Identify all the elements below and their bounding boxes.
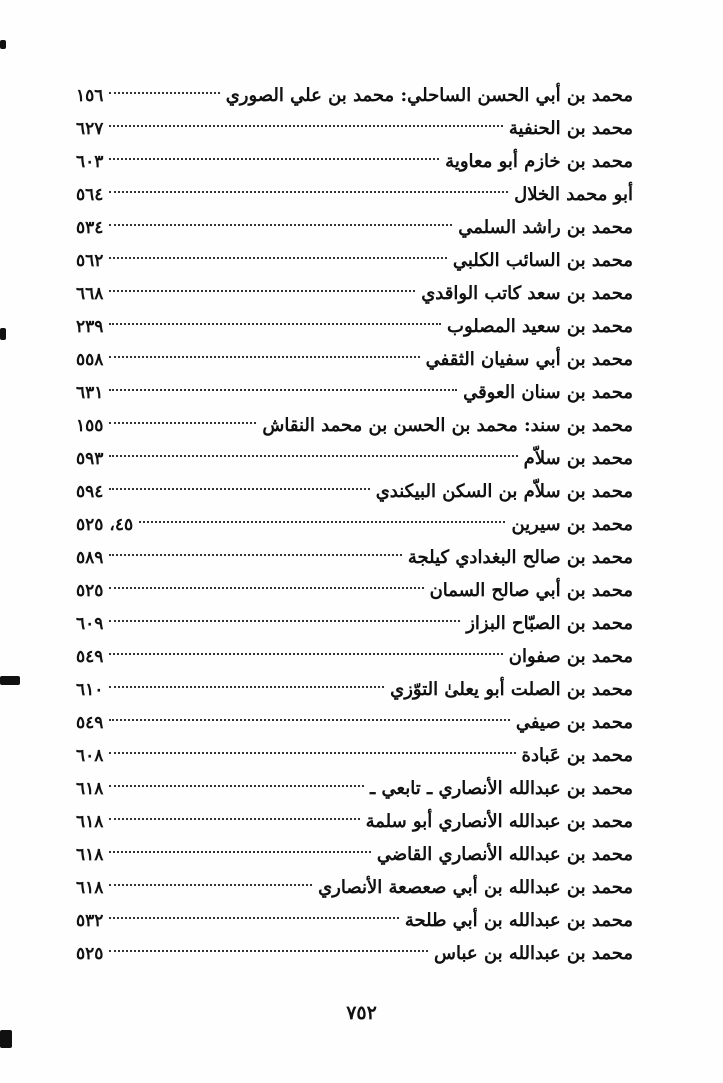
index-entry [76,937,633,970]
entry-name: محمد بن عبدالله بن عباس [434,943,633,964]
dot-leader [109,851,370,853]
index-entry [76,805,633,838]
dot-leader [109,554,401,556]
index-entry [76,508,633,541]
entry-name: محمد بن صفوان [508,646,633,667]
index-entry [76,772,633,805]
index-entry [76,277,633,310]
dot-leader [139,521,505,523]
entry-name: محمد بن أبي سفيان الثقفي [425,349,633,370]
dot-leader [109,653,502,655]
dot-leader [109,125,503,127]
index-entry [76,541,633,574]
dot-leader [109,950,428,952]
index-entry [76,409,633,442]
entry-pages: ٦٣١ [76,383,104,403]
dot-leader [109,785,364,787]
entry-name: محمد بن سند: محمد بن الحسن بن محمد النقاش [262,415,633,436]
entry-pages: ١٥٦ [76,86,104,106]
entry-pages: ٦٢٧ [76,119,104,139]
index-entry [76,607,633,640]
entry-name: محمد بن أبي الحسن الساحلي: محمد بن علي الصوري [225,85,633,106]
entry-name: أبو محمد الخلال [514,184,633,205]
entry-name: محمد بن عبدالله الأنصاري القاضي [376,844,633,865]
dot-leader [109,92,219,94]
entry-pages: ٤٥، ٥٢٥ [76,515,134,535]
dot-leader [109,917,398,919]
index-entry [76,178,633,211]
entry-pages: ٥٢٥ [76,581,104,601]
dot-leader [109,422,256,424]
index-entry [76,706,633,739]
dot-leader [109,884,312,886]
entry-name: محمد بن عبدالله الأنصاري أبو سلمة [365,811,633,832]
dot-leader [109,191,508,193]
entry-name: محمد بن سيرين [511,514,633,535]
dot-leader [109,224,452,226]
entry-pages: ٦٦٨ [76,284,104,304]
entry-pages: ١٥٥ [76,416,104,436]
entry-name: محمد بن الصلت أبو يعلىٰ التوّزي [390,679,633,700]
dot-leader [109,323,441,325]
index-entry [76,211,633,244]
entry-name: محمد بن السائب الكلبي [452,250,633,271]
entry-name: محمد بن سعد كاتب الواقدي [421,283,633,304]
dot-leader [109,158,439,160]
entry-name: محمد بن سنان العوقي [463,382,633,403]
dot-leader [109,752,515,754]
entry-pages: ٦٠٩ [76,614,104,634]
dot-leader [109,290,415,292]
index-entry [76,640,633,673]
index-entry [76,145,633,178]
entry-pages: ٥٨٩ [76,548,104,568]
entry-pages: ٥٢٥ [76,944,104,964]
index-entry [76,838,633,871]
entry-pages: ٥٣٤ [76,218,104,238]
dot-leader [109,686,384,688]
entry-pages: ٦١٨ [76,779,104,799]
index-entry [76,475,633,508]
index-entry [76,904,633,937]
dot-leader [109,620,460,622]
entry-name: محمد بن الصبّاح البزاز [466,613,633,634]
index-entry [76,112,633,145]
entry-name: محمد بن سلاّم [523,448,633,469]
entry-pages: ٦٠٨ [76,746,104,766]
index-entry [76,871,633,904]
scan-mark-bottom [0,1030,12,1048]
entry-pages: ٥٦٢ [76,251,104,271]
entry-pages: ٦١٨ [76,845,104,865]
entry-name: محمد بن أبي صالح السمان [429,580,633,601]
index-entry [76,739,633,772]
page-number: ٧٥٢ [346,1002,377,1024]
index-entry [76,79,633,112]
entry-name: محمد بن عبدالله بن أبي صعصعة الأنصاري [318,877,633,898]
entry-name: محمد بن صيفي [515,712,633,733]
entry-name: محمد بن الحنفية [508,118,633,139]
entry-pages: ٥٩٤ [76,482,104,502]
scan-mark-lower [0,676,20,685]
entry-name: محمد بن سلاّم بن السكن البيكندي [375,481,633,502]
dot-leader [109,488,369,490]
entry-pages: ٦١٨ [76,878,104,898]
dot-leader [109,356,419,358]
dot-leader [109,719,509,721]
dot-leader [109,257,446,259]
entry-name: محمد بن صالح البغدادي كيلجة [407,547,633,568]
entry-name: محمد بن عبدالله الأنصاري ـ تابعي ـ [369,778,633,799]
entry-pages: ٥٤٩ [76,713,104,733]
dot-leader [109,587,423,589]
index-entry [76,244,633,277]
entry-pages: ٥٣٢ [76,911,104,931]
entry-name: محمد بن سعيد المصلوب [447,316,633,337]
entry-name: محمد بن راشد السلمي [458,217,633,238]
index-entry [76,673,633,706]
dot-leader [109,818,359,820]
scan-mark-middle [0,328,6,340]
entry-name: محمد بن عَبادة [521,745,633,766]
index-list [76,79,633,970]
index-entry [76,343,633,376]
entry-pages: ٥٦٤ [76,185,104,205]
entry-name: محمد بن عبدالله بن أبي طلحة [404,910,633,931]
scan-mark-top [0,40,6,49]
entry-pages: ٥٤٩ [76,647,104,667]
dot-leader [109,389,457,391]
entry-pages: ٥٥٨ [76,350,104,370]
index-entry [76,310,633,343]
index-entry [76,442,633,475]
index-entry [76,376,633,409]
entry-pages: ٢٣٩ [76,317,104,337]
entry-name: محمد بن خازم أبو معاوية [445,151,633,172]
entry-pages: ٦١٠ [76,680,104,700]
dot-leader [109,455,517,457]
index-entry [76,574,633,607]
entry-pages: ٦١٨ [76,812,104,832]
entry-pages: ٥٩٣ [76,449,104,469]
entry-pages: ٦٠٣ [76,152,104,172]
